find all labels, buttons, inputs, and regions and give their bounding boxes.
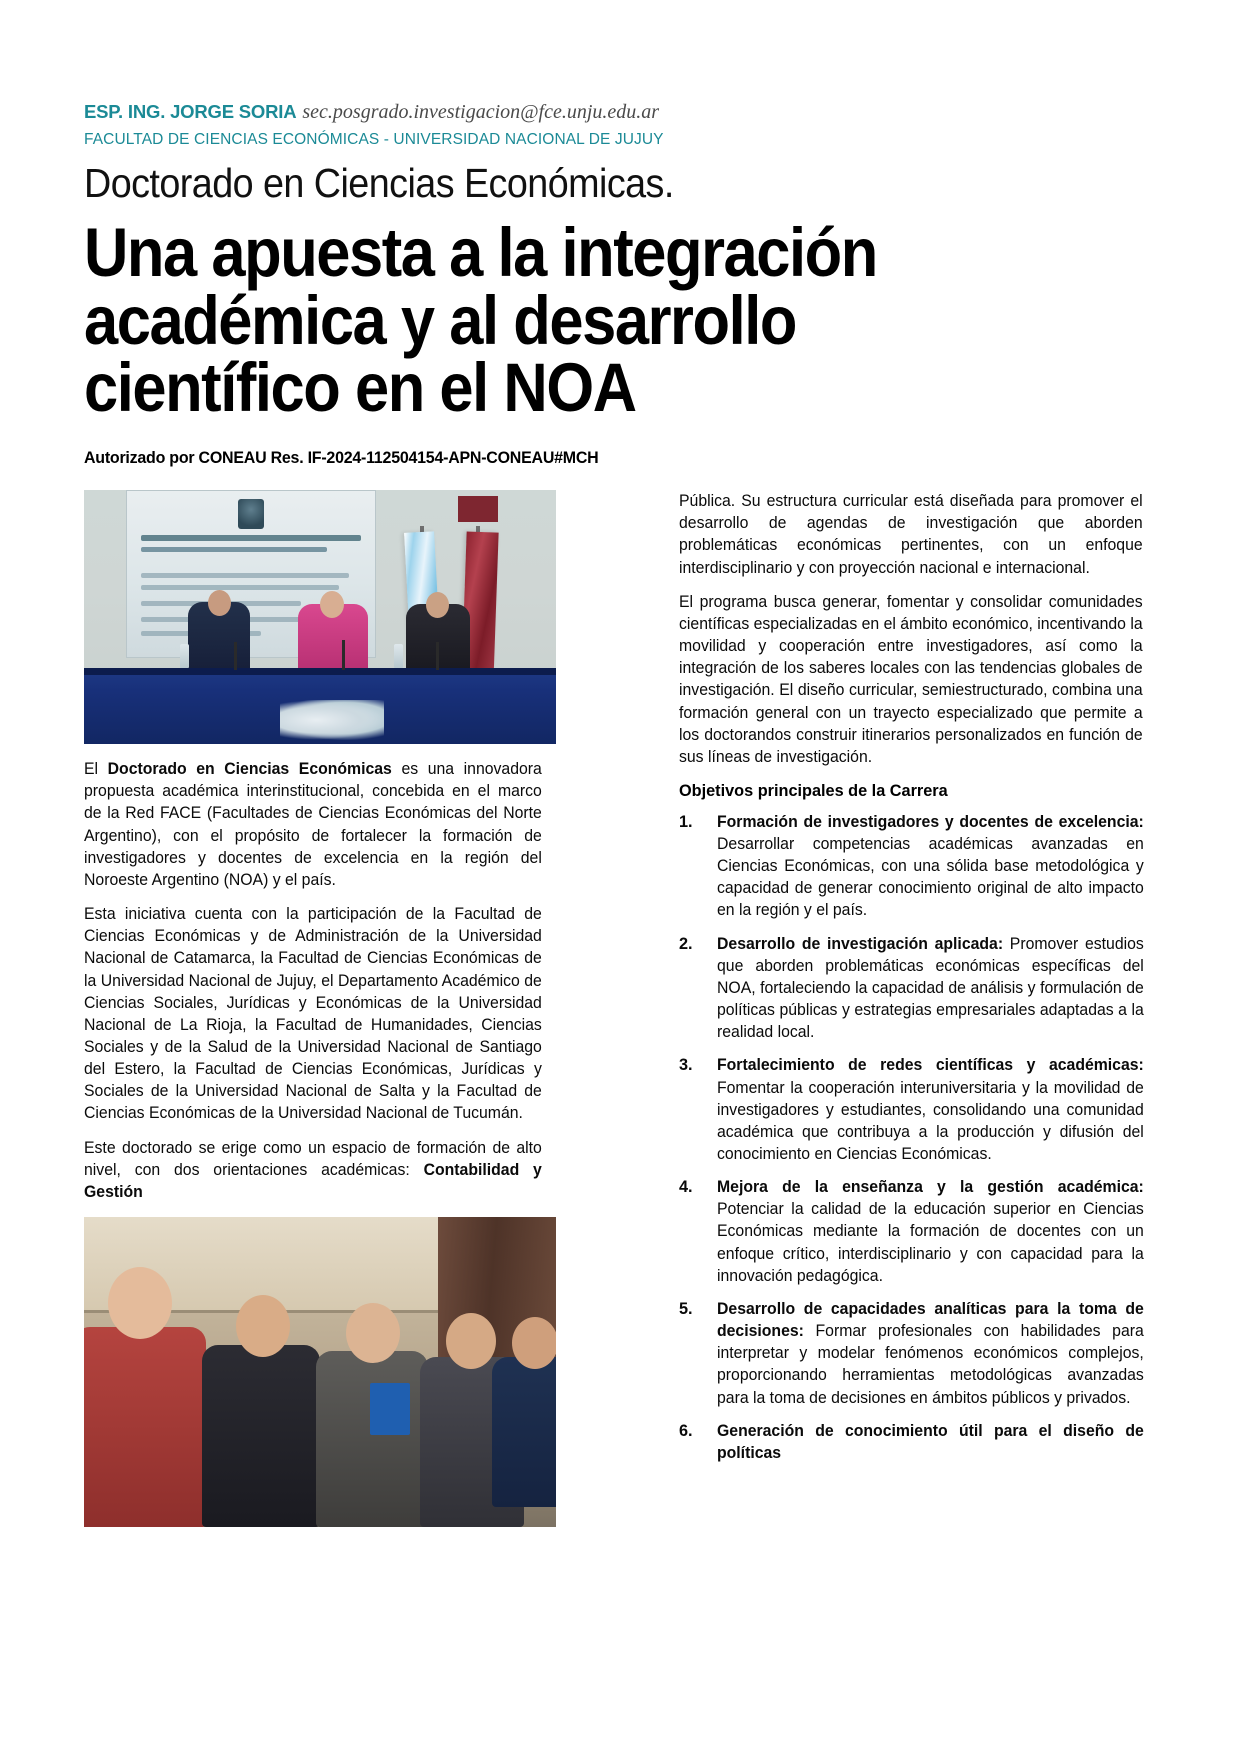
banner-text-line — [141, 547, 327, 552]
attendee-head — [512, 1317, 556, 1369]
left-paragraph-3 — [84, 1137, 542, 1203]
attendee-figure — [84, 1327, 206, 1527]
byline — [84, 100, 1157, 125]
right-paragraph-1: Pública. Su estructura curricular está diseñada para promover el desarrollo de agendas de investigación que aborden problemáticas económicas pertinentes, con un enfoque interdisciplinario y con proyección nacional e internacional. — [679, 492, 1143, 577]
article-body — [84, 490, 1157, 1527]
objectives-heading: Objetivos principales de la Carrera — [679, 780, 948, 800]
objective-item — [679, 933, 1157, 1044]
attendee-figure — [492, 1357, 556, 1507]
attendee-head — [446, 1313, 496, 1369]
objective-title: Desarrollo de investigación aplicada: — [717, 934, 1004, 953]
objective-text — [717, 1054, 1144, 1165]
right-paragraph-2: El programa busca generar, fomentar y consolidar comunidades científicas especializadas en el ámbito económico, incentivando la movilidad y cooperación entre investigadores, así como la integración de los saberes locales con las tendencias globales de investigación. El diseño curricular, semiestructurado, combina una formación general con un trayecto especializado que permite a los doctorandos construir itinerarios personalizados en función de sus líneas de investigación. — [679, 592, 1143, 766]
lp1-pre: El — [84, 760, 108, 779]
author-name: ESP. ING. JORGE SORIA — [84, 101, 297, 122]
objective-text — [717, 811, 1144, 922]
banner-text-line — [141, 585, 339, 590]
objective-number: 5. — [679, 1299, 693, 1318]
objective-title: Formación de investigadores y docentes de excelencia: — [717, 812, 1144, 831]
objective-text — [717, 1176, 1144, 1287]
lp3-bold: Contabilidad y Gestión — [84, 1160, 542, 1201]
lp3-pre: Este doctorado se erige como un espacio de formación de alto nivel, con dos orientaciones académicas: — [84, 1138, 542, 1179]
objective-title: Fortalecimiento de redes científicas y académicas: — [717, 1056, 1144, 1075]
objective-text — [717, 1298, 1144, 1409]
microphone — [342, 640, 345, 670]
objective-body: Desarrollar competencias académicas avanzadas en Ciencias Económicas, con una sólida base metodológica y capacidad de generar conocimiento original de alto impacto en la región y el país. — [717, 834, 1144, 920]
objective-item — [679, 1420, 1157, 1464]
objective-body: Formar profesionales con habilidades para interpretar y modelar fenómenos económicos complejos, proporcionando herramientas metodológicas avanzadas para la toma de decisiones en ámbitos públicos y privados. — [717, 1322, 1144, 1407]
objective-item — [679, 811, 1157, 922]
attendee-figure — [316, 1351, 428, 1527]
attendee-head — [108, 1267, 172, 1339]
water-bottle — [394, 644, 403, 668]
lp1-bold: Doctorado en Ciencias Económicas — [107, 760, 392, 779]
banner-text-line — [141, 573, 349, 578]
left-column — [84, 490, 556, 1527]
left-paragraph-2: Esta iniciativa cuenta con la participación de la Facultad de Ciencias Económicas y de Administración de la Universidad Nacional de Catamarca, la Facultad de Ciencias Económicas de la Universidad Nacional de Jujuy, el Departamento Académico de Ciencias Sociales, Jurídicas y Económicas de la Universidad Nacional de La Rioja, la Facultad de Humanidades, Ciencias Sociales y de la Salud de la Universidad Nacional de Santiago del Estero, la Facultad de Ciencias Económicas, Jurídicas y Sociales de la Universidad Nacional de Salta y la Facultad de Ciencias Económicas de la Universidad Nacional de Tucumán. — [84, 905, 542, 1123]
objective-item — [679, 1176, 1157, 1287]
left-paragraph-1 — [84, 758, 542, 891]
attendee-head — [346, 1303, 400, 1363]
objective-title: Generación de conocimiento útil para el diseño de políticas — [717, 1421, 1144, 1462]
panelist-head — [208, 590, 231, 616]
flower-arrangement — [280, 700, 384, 740]
microphone — [234, 642, 237, 670]
objective-item — [679, 1298, 1157, 1409]
microphone — [436, 642, 439, 670]
coneau-authorization: Autorizado por CONEAU Res. IF-2024-112504154-APN-CONEAU#MCH — [84, 448, 599, 468]
article-headline: Una apuesta a la integración académica y al desarrollo científico en el NOA — [84, 214, 877, 427]
panelist-head — [426, 592, 449, 618]
objectives-list — [679, 811, 1157, 1464]
objective-number: 4. — [679, 1178, 693, 1197]
wall-plaque — [458, 496, 498, 522]
objective-title: Desarrollo de capacidades analíticas para la toma de decisiones: — [717, 1299, 1144, 1341]
author-email: sec.posgrado.investigacion@fce.unju.edu.ar — [302, 101, 660, 123]
folder-prop — [370, 1383, 410, 1435]
objective-text — [717, 933, 1144, 1044]
objective-item — [679, 1054, 1157, 1165]
panelist-head — [320, 591, 344, 618]
university-crest-icon — [238, 499, 264, 529]
objective-title: Mejora de la enseñanza y la gestión académica: — [717, 1178, 1144, 1197]
objective-number: 6. — [679, 1421, 693, 1440]
water-bottle — [180, 644, 189, 668]
objective-body: Potenciar la calidad de la educación superior en Ciencias Económicas mediante la formación de docentes con un enfoque crítico, interdisciplinario y con capacidad para la innovación pedagógica. — [717, 1200, 1144, 1285]
objective-text — [717, 1420, 1144, 1464]
photo-mesa-autoridades — [84, 490, 556, 744]
photo-grupo-asistentes — [84, 1217, 556, 1527]
objective-number: 2. — [679, 934, 693, 953]
attendee-figure — [202, 1345, 320, 1527]
objective-body: Promover estudios que aborden problemáticas económicas específicas del NOA, fortaleciendo la capacidad de análisis y formulación de políticas públicas y estrategias empresariales adaptadas a la realidad local. — [717, 934, 1144, 1042]
objective-body: Fomentar la cooperación interuniversitaria y la movilidad de investigadores y estudiantes, consolidando una comunidad académica que contribuya a la producción y difusión del conocimiento en Ciencias Económicas. — [717, 1078, 1144, 1163]
faculty-line: FACULTAD DE CIENCIAS ECONÓMICAS - UNIVERSIDAD NACIONAL DE JUJUY — [84, 131, 664, 148]
article-kicker: Doctorado en Ciencias Económicas. — [84, 160, 674, 206]
objective-number: 1. — [679, 812, 693, 831]
right-column — [679, 490, 1157, 1464]
attendee-head — [236, 1295, 290, 1357]
banner-text-line — [141, 535, 361, 541]
objective-number: 3. — [679, 1056, 693, 1075]
lp1-post: es una innovadora propuesta académica interinstitucional, concebida en el marco de la Red FACE (Facultades de Ciencias Económicas del Norte Argentino), con el propósito de fortalecer la formación de investigadores y docentes de excelencia en la región del Noroeste Argentino (NOA) y el país. — [84, 760, 542, 889]
